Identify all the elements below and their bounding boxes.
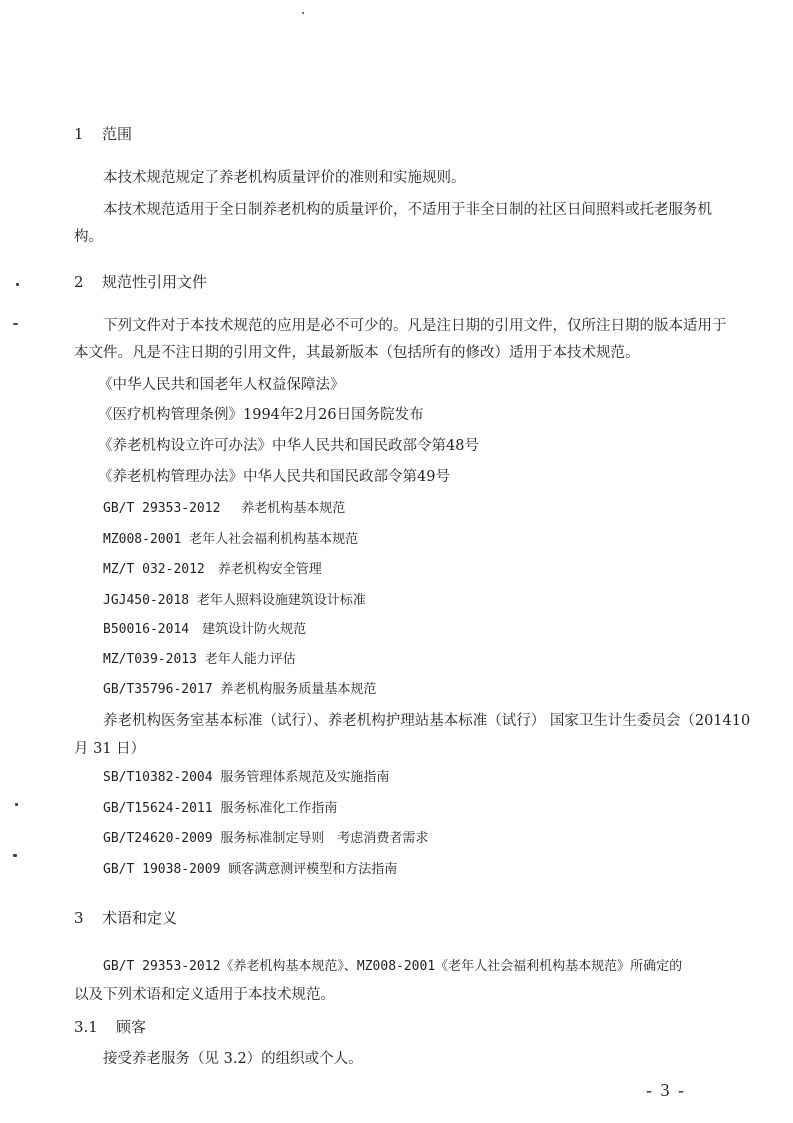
section-number: 2	[74, 273, 84, 291]
paragraph: 下列文件对于本技术规范的应用是必不可少的。凡是注日期的引用文件，仅所注日期的版本适用于	[103, 318, 727, 334]
standard-item: GB/T35796-2017 养老机构服务质量基本规范	[103, 682, 377, 697]
paragraph: 以及下列术语和定义适用于本技术规范。	[74, 987, 335, 1003]
subsection-title: 顾客	[116, 1018, 147, 1036]
section-3-heading	[74, 907, 177, 928]
page-number: - 3 -	[646, 1080, 686, 1100]
standard-item: GB/T 29353-2012 养老机构基本规范	[103, 501, 346, 516]
scan-speck	[13, 854, 17, 857]
section-number: 1	[74, 125, 84, 143]
standard-item: MZ008-2001 老年人社会福利机构基本规范	[103, 532, 359, 547]
paragraph: GB/T 29353-2012《养老机构基本规范》、MZ008-2001《老年人社会福利机构基本规范》所确定的	[103, 959, 683, 974]
paragraph: 构。	[74, 229, 103, 245]
reference-item: 月 31 日）	[74, 741, 146, 757]
paragraph: 本技术规范规定了养老机构质量评价的准则和实施规则。	[103, 170, 466, 186]
section-number: 3	[74, 909, 84, 927]
reference-item: 养老机构医务室基本标准（试行）、养老机构护理站基本标准（试行） 国家卫生计生委员会（201410	[103, 713, 751, 729]
standard-item: SB/T10382-2004 服务管理体系规范及实施指南	[103, 770, 390, 785]
scan-speck	[13, 323, 18, 325]
section-1-heading	[74, 123, 132, 144]
subsection-number: 3.1	[74, 1018, 98, 1036]
reference-item: 《中华人民共和国老年人权益保障法》	[98, 377, 345, 393]
standard-item: GB/T24620-2009 服务标准制定导则 考虑消费者需求	[103, 831, 429, 846]
standard-item: GB/T 19038-2009 顾客满意测评模型和方法指南	[103, 862, 398, 877]
reference-item: 《养老机构管理办法》中华人民共和国民政部令第49号	[98, 469, 450, 485]
scan-speck	[15, 803, 18, 806]
section-2-heading	[74, 271, 207, 292]
reference-item: 《医疗机构管理条例》1994年2月26日国务院发布	[98, 407, 424, 423]
scan-speck	[16, 283, 19, 286]
section-title: 术语和定义	[102, 909, 178, 927]
standard-item: B50016-2014 建筑设计防火规范	[103, 622, 307, 637]
section-title: 范围	[102, 125, 133, 143]
standard-item: MZ/T 032-2012 养老机构安全管理	[103, 562, 322, 577]
reference-item: 《养老机构设立许可办法》中华人民共和国民政部令第48号	[98, 438, 479, 454]
subsection-3-1-heading	[74, 1016, 146, 1037]
scan-speck	[302, 12, 304, 14]
standard-item: GB/T15624-2011 服务标准化工作指南	[103, 801, 338, 816]
paragraph: 本文件。凡是不注日期的引用文件，其最新版本（包括所有的修改）适用于本技术规范。	[74, 345, 640, 361]
standard-item: MZ/T039-2013 老年人能力评估	[103, 652, 296, 667]
paragraph: 接受养老服务（见 3.2）的组织或个人。	[103, 1051, 363, 1067]
section-title: 规范性引用文件	[102, 273, 208, 291]
paragraph: 本技术规范适用于全日制养老机构的质量评价，不适用于非全日制的社区日间照料或托老服务机	[103, 202, 712, 218]
standard-item: JGJ450-2018 老年人照料设施建筑设计标准	[103, 593, 366, 608]
